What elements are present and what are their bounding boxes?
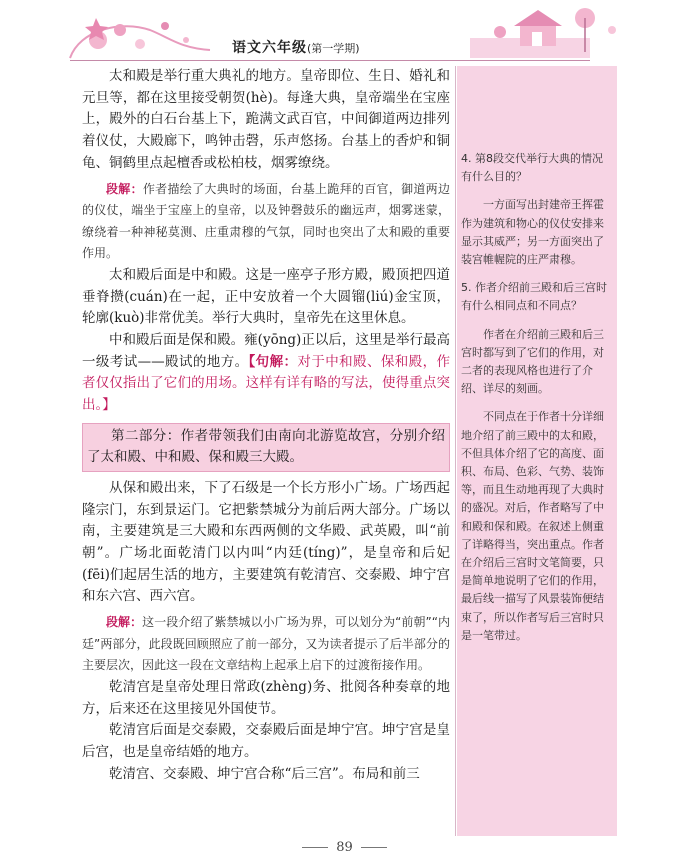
note-label: 段解： [106, 615, 143, 630]
note-text: 这一段介绍了紫禁城以小广场为界，可以划分为“前朝”“内廷”两部分，此段既回顾照应了前一部分，又为读者提示了后半部分的主要层次，因此这一段在文章结构上起承上启下的过渡衔接作用。 [82, 615, 450, 673]
answer-5-part-2: 不同点在于作者十分详细地介绍了前三殿中的太和殿，不但具体介绍了它的高度、面积、布局、色彩、气势、装饰等，而且生动地再现了大典时的盛况。对后，作者略写了中和殿和保和殿。在叙述上侧重了详略得当，突出重点。作者在介绍后三宫时文笔简要，只是简单地说明了它们的作用，最后线一描写了风景装饰便结束了，所以作者写后三宫时只是一笔带过。 [461, 410, 604, 642]
paragraph-1: 太和殿是举行重大典礼的地方。皇帝即位、生日、婚礼和元旦等，都在这里接受朝贺(hè)。每逢大典，皇帝端坐在宝座上，殿外的白石台基上下，跪满文武百官，中间御道两边排列着仪仗，大殿廊下，鸣钟击磬，乐声悠扬。台基上的香炉和铜龟、铜鹤里点起檀香或松柏枝，烟雾缭绕。 [82, 68, 450, 171]
paragraph-note-1 [82, 179, 450, 265]
header-rule [70, 60, 590, 61]
paragraph-7: 乾清宫、交泰殿、坤宁宫合称“后三宫”。布局和前三 [109, 765, 420, 782]
paragraph-6: 乾清宫后面是交泰殿，交泰殿后面是坤宁宫。坤宁宫是皇后宫，也是皇帝结婚的地方。 [82, 722, 450, 760]
note-label: 段解： [106, 181, 143, 196]
paragraph-4: 从保和殿出来，下了石级是一个长方形小广场。广场西起隆宗门，东到景运门。它把紫禁城分为前后两大部分。广场以南，主要建筑是三大殿和东西两侧的文华殿、武英殿，叫“前朝”。广场北面乾清门以内叫“内廷(tíng)”，是皇帝和后妃(fēi)们起居生活的地方，主要建筑有乾清宫、交泰殿、坤宁宫和东六宫、西六宫。 [82, 479, 450, 605]
question-5: 5. 作者介绍前三殿和后三宫时有什么相同点和不同点？ [461, 281, 607, 313]
part-summary-box: 第二部分：作者带领我们由南向北游览故宫，分别介绍了太和殿、中和殿、保和殿三大殿。 [82, 423, 450, 472]
page-footer [0, 840, 689, 855]
page-number: 89 [336, 840, 353, 855]
question-4: 4. 第8段交代举行大典的情况有什么目的？ [461, 152, 603, 184]
book-title-sub: (第一学期) [307, 42, 360, 55]
book-title [232, 37, 360, 57]
note-text: 作者描绘了大典时的场面，台基上跪拜的百官，御道两边的仪仗，端坐于宝座上的皇帝，以及钟磬鼓乐的幽远声，烟雾迷蒙，缭绕着一种神秘莫测、庄重肃穆的气氛，同时也突出了太和殿的重要作用。 [82, 181, 450, 261]
side-qa-panel [457, 66, 617, 836]
sentence-note-text: 对于中和殿、保和殿，作者仅仅指出了它们的用场。这样有详有略的写法，使得重点突出。】 [82, 353, 451, 414]
paragraph-2: 太和殿后面是中和殿。这是一座亭子形方殿，殿顶把四道垂脊攒(cuán)在一起，正中安放着一个大圆镏(liú)金宝顶，轮廓(kuò)非常优美。举行大典时，皇帝先在这里休息。 [82, 266, 450, 327]
answer-4: 一方面写出封建帝王挥霍作为建筑和物心的仪仗安排来显示其威严；另一方面突出了装宫帷幄院的庄严肃穆。 [461, 198, 604, 267]
paragraph-note-2 [82, 612, 450, 677]
side-qa-content [461, 150, 611, 645]
column-divider [455, 66, 456, 836]
footer-dash-left [302, 847, 328, 848]
sentence-note-label: 【句解： [248, 353, 298, 370]
page-header [0, 0, 689, 62]
footer-dash-right [361, 847, 387, 848]
main-text-column [82, 66, 450, 785]
book-title-main: 语文六年级 [232, 40, 307, 56]
paragraph-3 [82, 330, 450, 417]
paragraph-3-text: 中和殿后面是保和殿。雍(yōng)正以后，这里是举行最高一级考试——殿试的地方。 [82, 332, 450, 370]
paragraph-5: 乾清宫是皇帝处理日常政(zhèng)务、批阅各种奏章的地方，后来还在这里接见外国使节。 [82, 678, 450, 717]
answer-5-part-1: 作者在介绍前三殿和后三宫时都写到了它们的作用，对二者的表现风格也进行了介绍、详尽的刻画。 [461, 327, 604, 396]
